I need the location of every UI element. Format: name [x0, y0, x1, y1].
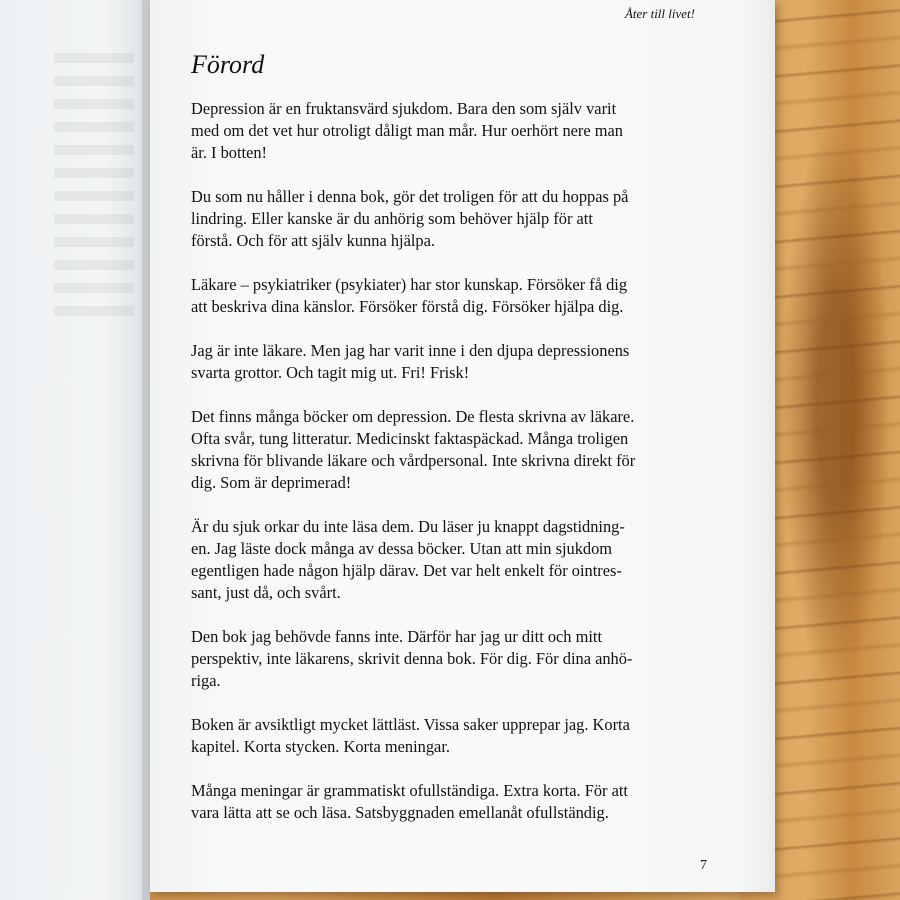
paragraph-1 [191, 98, 751, 164]
text-line: Depression är en fruktansvärd sjukdom. Bara den som själv varit [191, 99, 617, 118]
paragraph-2 [191, 186, 751, 252]
text-line: svarta grottor. Och tagit mig ut. Fri! Frisk! [191, 363, 470, 382]
paragraph-9 [191, 780, 751, 824]
text-line: Du som nu håller i denna bok, gör det troligen för att du hoppas på [191, 187, 629, 206]
paragraph-3 [191, 274, 751, 318]
text-line: vara lätta att se och läsa. Satsbyggnaden emellanåt ofullständig. [191, 803, 609, 822]
chapter-title: Förord [191, 50, 265, 79]
text-line: förstå. Och för att själv kunna hjälpa. [191, 231, 435, 250]
text-line: att beskriva dina känslor. Försöker förstå dig. Försöker hjälpa dig. [191, 297, 624, 316]
text-line: Jag är inte läkare. Men jag har varit inne i den djupa depressionens [191, 341, 630, 360]
paragraph-8 [191, 714, 751, 758]
text-line: Läkare – psykiatriker (psykiater) har stor kunskap. Försöker få dig [191, 275, 628, 294]
paragraph-4 [191, 340, 751, 384]
page-number: 7 [700, 858, 707, 873]
paragraph-5 [191, 406, 751, 494]
text-line: en. Jag läste dock många av dessa böcker. Utan att min sjukdom [191, 539, 613, 558]
text-line: skrivna för blivande läkare och vårdpersonal. Inte skrivna direkt för [191, 451, 636, 470]
paragraph-7 [191, 626, 751, 692]
running-head: Åter till livet! [624, 6, 695, 21]
text-line: är. I botten! [191, 143, 268, 162]
text-line: Många meningar är grammatiskt ofullständiga. Extra korta. För att [191, 781, 628, 800]
show-through-text [14, 40, 134, 329]
text-line: dig. Som är deprimerad! [191, 473, 352, 492]
right-page [150, 0, 775, 892]
text-line: Ofta svår, tung litteratur. Medicinskt faktaspäckad. Många troligen [191, 429, 629, 448]
text-line: riga. [191, 671, 221, 690]
body-text [191, 98, 751, 846]
left-page [0, 0, 150, 900]
text-line: lindring. Eller kanske är du anhörig som behöver hjälp för att [191, 209, 593, 228]
text-line: med om det vet hur otroligt dåligt man mår. Hur oerhört nere man [191, 121, 623, 140]
text-line: Är du sjuk orkar du inte läsa dem. Du läser ju knappt dagstidning- [191, 517, 625, 536]
text-line: sant, just då, och svårt. [191, 583, 341, 602]
text-line: perspektiv, inte läkarens, skrivit denna bok. För dig. För dina anhö- [191, 649, 633, 668]
text-line: Den bok jag behövde fanns inte. Därför har jag ur ditt och mitt [191, 627, 603, 646]
text-line: Det finns många böcker om depression. De flesta skrivna av läkare. [191, 407, 635, 426]
paragraph-6 [191, 516, 751, 604]
text-line: kapitel. Korta stycken. Korta meningar. [191, 737, 450, 756]
text-line: egentligen hade någon hjälp därav. Det var helt enkelt för ointres- [191, 561, 622, 580]
text-line: Boken är avsiktligt mycket lättläst. Vissa saker upprepar jag. Korta [191, 715, 630, 734]
